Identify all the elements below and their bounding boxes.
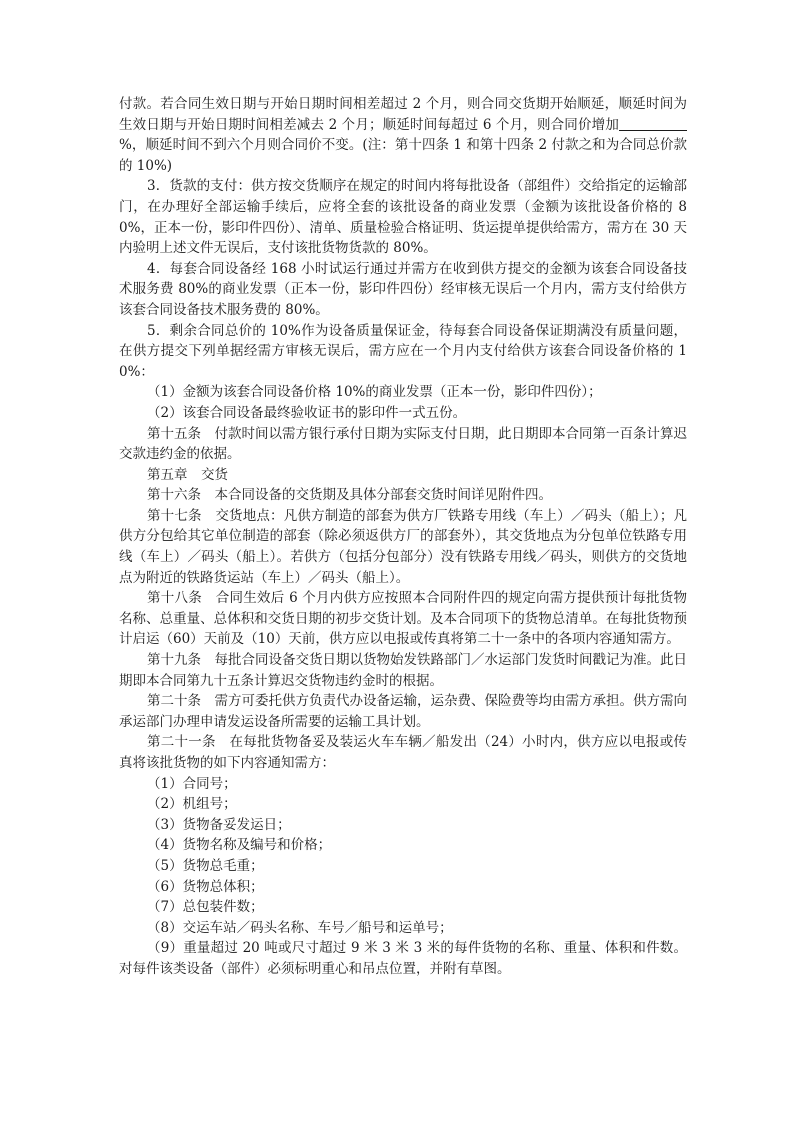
article-19: 第十九条 每批合同设备交货日期以货物始发铁路部门／水运部门发货时间戳记为准。此日期即本合同第九十五条计算迟交货物违约金时的根据。 <box>119 652 687 689</box>
paragraph-text: %，顺延时间不到六个月则合同价不变。(注：第十四条 1 和第十四条 2 付款之和为合同总价款的 10%) <box>119 137 687 174</box>
article-15: 第十五条 付款时间以需方银行承付日期为实际支付日期，此日期即本合同第一百条计算迟交款违约金的依据。 <box>119 425 687 463</box>
list-item: （4）货物名称及编号和价格； <box>147 837 332 854</box>
list-item: （7）总包装件数； <box>147 899 264 916</box>
chapter-heading: 第五章 交货 <box>147 466 228 483</box>
list-item: （8）交运车站／码头名称、车号／船号和运单号； <box>147 919 453 936</box>
list-item: （5）货物总毛重； <box>147 857 264 874</box>
paragraph-warranty-deposit: 5．剩余合同总价的 10%作为设备质量保证金，待每套合同设备保证期满没有质量问题，在供方提交下列单据经需方审核无误后，需方应在一个月内支付给供方该套合同设备价格的 10%： <box>119 322 687 380</box>
list-item: （6）货物总体积； <box>147 878 264 895</box>
paragraph-text: 付款。若合同生效日期与开始日期时间相差超过 2 个月，则合同交货期开始顺延，顺延时间为生效日期与开始日期时间相差减去 2 个月；顺延时间每超过 6 个月，则合同价增加 <box>119 96 687 133</box>
article-16: 第十六条 本合同设备的交货期及具体分部套交货时间详见附件四。 <box>147 487 552 504</box>
list-item: （1）合同号； <box>147 775 237 792</box>
list-item: （3）货物备妥发运日； <box>147 816 291 833</box>
list-item: （2）该套合同设备最终验收证书的影印件一式五份。 <box>147 404 467 421</box>
list-item-heavy-cargo: （9）重量超过 20 吨或尺寸超过 9 米 3 米 3 米的每件货物的名称、重量、体积和件数。对每件该类设备（部件）必须标明重心和吊点位置，并附有草图。 <box>119 940 687 977</box>
list-item: （2）机组号； <box>147 796 237 813</box>
fill-in-blank <box>619 116 687 131</box>
article-21: 第二十一条 在每批货物备妥及装运火车车辆／船发出（24）小时内，供方应以电报或传真将该批货物的如下内容通知需方： <box>119 734 687 771</box>
document-body <box>119 94 687 980</box>
paragraph-service-fee: 4．每套合同设备经 168 小时试运行通过并需方在收到供方提交的金额为该套合同设备技术服务费 80%的商业发票（正本一份，影印件四份）经审核无误后一个月内，需方支付给供方该套合同设备技术服务费的 80%。 <box>119 260 687 318</box>
paragraph-goods-payment: 3．货款的支付：供方按交货顺序在规定的时间内将每批设备（部组件）交给指定的运输部门，在办理好全部运输手续后，应将全套的该批设备的商业发票（金额为该批设备价格的 80%，正本一份，影印件四份）、清单、质量检验合格证明、货运提单提供给需方，需方在 30 天内验明上述文件无误后，支付该批货物货款的 80%。 <box>119 178 687 257</box>
list-item: （1）金额为该套合同设备价格 10%的商业发票（正本一份，影印件四份）； <box>147 384 602 401</box>
paragraph-payment-delay <box>119 94 687 176</box>
article-20: 第二十条 需方可委托供方负责代办设备运输，运杂费、保险费等均由需方承担。供方需向承运部门办理申请发运设备所需要的运输工具计划。 <box>119 693 687 730</box>
article-18: 第十八条 合同生效后 6 个月内供方应按照本合同附件四的规定向需方提供预计每批货物名称、总重量、总体积和交货日期的初步交货计划。及本合同项下的货物总清单。在每批货物预计启运（60）天前及（10）天前，供方应以电报或传真将第二十一条中的各项内容通知需方。 <box>119 590 687 648</box>
article-17: 第十七条 交货地点：凡供方制造的部套为供方厂铁路专用线（车上）／码头（船上）；凡供方分包给其它单位制造的部套（除必须返供方厂的部套外），其交货地点为分包单位铁路专用线（车上）／码头（船上）。若供方（包括分包部分）没有铁路专用线／码头，则供方的交货地点为附近的铁路货运站（车上）／码头（船上）。 <box>119 507 687 586</box>
